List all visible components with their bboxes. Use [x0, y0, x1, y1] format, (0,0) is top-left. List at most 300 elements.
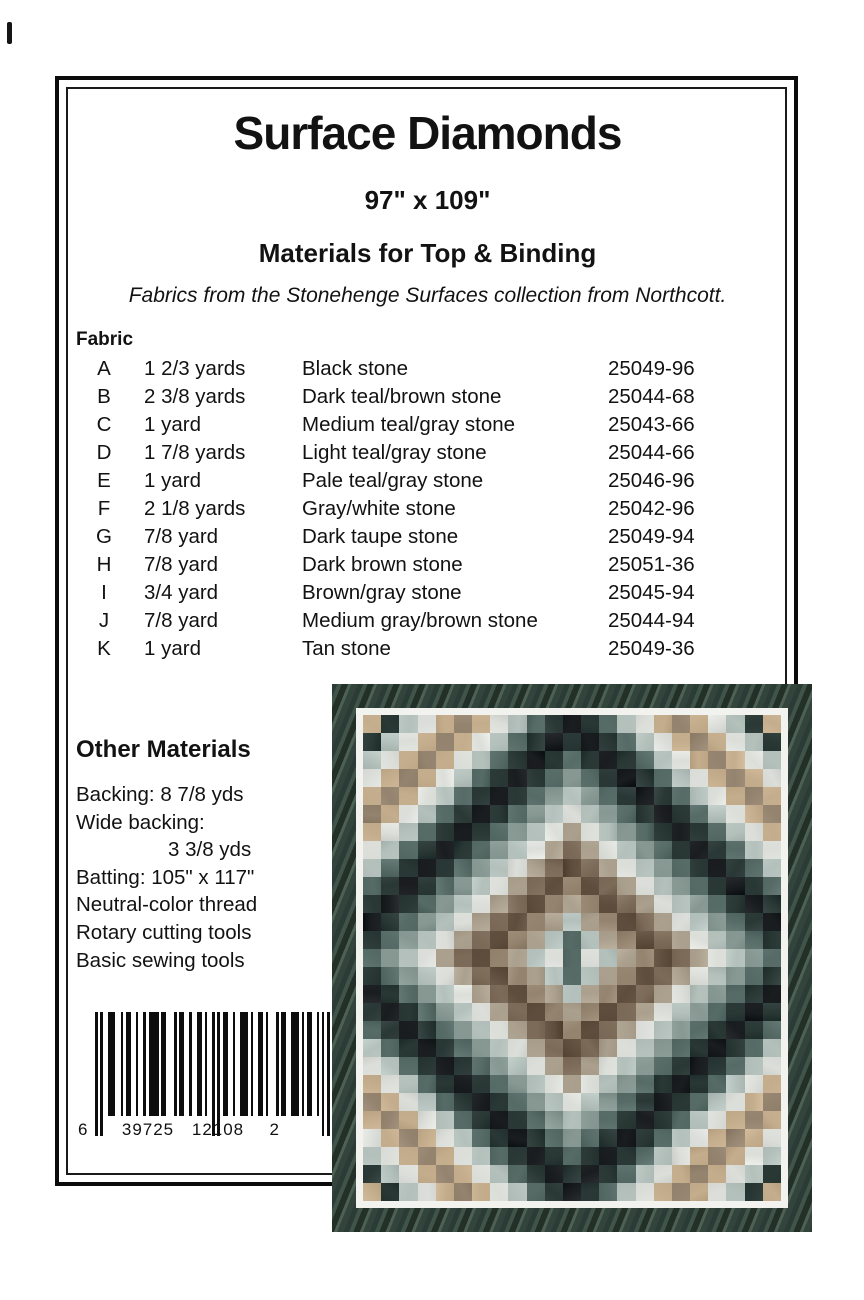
quilt-cell [418, 805, 436, 823]
quilt-cell [581, 931, 599, 949]
quilt-cell [726, 1039, 744, 1057]
quilt-cell [399, 841, 417, 859]
quilt-cell [418, 1003, 436, 1021]
quilt-cell [726, 1093, 744, 1111]
quilt-cell [745, 1111, 763, 1129]
barcode-digit-left: 6 [78, 1120, 88, 1139]
quilt-cell [563, 949, 581, 967]
quilt-cell [472, 877, 490, 895]
barcode-bar [143, 1012, 146, 1116]
quilt-cell [436, 967, 454, 985]
quilt-cell [581, 751, 599, 769]
quilt-cell [617, 877, 635, 895]
quilt-cell [363, 1075, 381, 1093]
quilt-cell [508, 805, 526, 823]
other-material-line: Basic sewing tools [76, 948, 245, 972]
quilt-cell [399, 769, 417, 787]
barcode-bar [322, 1012, 325, 1136]
quilt-cell [527, 769, 545, 787]
barcode-bar [189, 1012, 192, 1116]
quilt-cell [636, 913, 654, 931]
quilt-cell [617, 985, 635, 1003]
quilt-cell [436, 1129, 454, 1147]
quilt-cell [672, 823, 690, 841]
quilt-cell [617, 1039, 635, 1057]
quilt-cell [363, 733, 381, 751]
quilt-cell [454, 1165, 472, 1183]
quilt-cell [636, 805, 654, 823]
barcode-bar [276, 1012, 279, 1116]
quilt-cell [599, 1039, 617, 1057]
quilt-cell [581, 841, 599, 859]
quilt-cell [599, 733, 617, 751]
quilt-cell [636, 859, 654, 877]
quilt-cell [472, 1003, 490, 1021]
barcode-bar [307, 1012, 312, 1116]
other-material-line: Rotary cutting tools [76, 920, 252, 944]
quilt-cell [617, 859, 635, 877]
quilt-cell [745, 859, 763, 877]
quilt-cell [690, 1147, 708, 1165]
quilt-cell [454, 1093, 472, 1111]
quilt-cell [508, 787, 526, 805]
quilt-cell [617, 823, 635, 841]
quilt-cell [527, 931, 545, 949]
other-material-line: Batting: 105" x 117" [76, 865, 255, 889]
fabric-letter: F [97, 497, 111, 520]
quilt-cell [726, 733, 744, 751]
quilt-cell [672, 1075, 690, 1093]
quilt-cell [508, 1183, 526, 1201]
page-title: Surface Diamonds [233, 107, 622, 159]
quilt-cell [690, 751, 708, 769]
quilt-cell [636, 1021, 654, 1039]
quilt-cell [599, 1147, 617, 1165]
quilt-cell [363, 913, 381, 931]
quilt-cell [654, 877, 672, 895]
quilt-cell [454, 733, 472, 751]
quilt-cell [527, 1093, 545, 1111]
fabric-column-label: Fabric [76, 329, 134, 350]
quilt-cell [763, 949, 781, 967]
quilt-cell [545, 1039, 563, 1057]
quilt-cell [399, 1165, 417, 1183]
quilt-cell [472, 1021, 490, 1039]
quilt-cell [363, 841, 381, 859]
quilt-cell [708, 1165, 726, 1183]
quilt-cell [563, 805, 581, 823]
quilt-cell [690, 967, 708, 985]
quilt-cell [726, 967, 744, 985]
quilt-cell [599, 751, 617, 769]
quilt-cell [436, 769, 454, 787]
quilt-cell [563, 769, 581, 787]
quilt-cell [763, 715, 781, 733]
quilt-cell [563, 877, 581, 895]
quilt-cell [708, 1147, 726, 1165]
quilt-cell [617, 967, 635, 985]
quilt-cell [490, 895, 508, 913]
quilt-cell [508, 931, 526, 949]
quilt-grid [363, 715, 781, 1201]
quilt-cell [726, 1129, 744, 1147]
quilt-cell [581, 877, 599, 895]
quilt-cell [763, 823, 781, 841]
quilt-cell [399, 1057, 417, 1075]
quilt-cell [763, 859, 781, 877]
quilt-cell [636, 769, 654, 787]
quilt-cell [617, 895, 635, 913]
quilt-cell [581, 859, 599, 877]
quilt-cell [708, 877, 726, 895]
quilt-cell [726, 769, 744, 787]
quilt-cell [563, 1039, 581, 1057]
quilt-cell [472, 823, 490, 841]
quilt-cell [581, 967, 599, 985]
quilt-cell [527, 805, 545, 823]
quilt-cell [708, 1111, 726, 1129]
quilt-cell [545, 1075, 563, 1093]
quilt-cell [654, 895, 672, 913]
quilt-cell [472, 895, 490, 913]
quilt-cell [636, 931, 654, 949]
fabric-letter: A [97, 357, 111, 380]
quilt-cell [581, 787, 599, 805]
quilt-cell [708, 1003, 726, 1021]
quilt-cell [581, 913, 599, 931]
quilt-cell [381, 1093, 399, 1111]
fabric-letter: D [96, 441, 112, 464]
quilt-cell [708, 1057, 726, 1075]
quilt-cell [454, 805, 472, 823]
quilt-cell [490, 1165, 508, 1183]
quilt-cell [418, 1039, 436, 1057]
fabric-sku: 25049-36 [608, 637, 695, 660]
fabric-name: Medium teal/gray stone [302, 413, 516, 436]
quilt-cell [581, 1039, 599, 1057]
quilt-cell [490, 1003, 508, 1021]
quilt-cell [745, 1003, 763, 1021]
quilt-cell [381, 1057, 399, 1075]
quilt-cell [527, 895, 545, 913]
quilt-cell [599, 787, 617, 805]
quilt-cell [599, 859, 617, 877]
quilt-cell [563, 787, 581, 805]
quilt-cell [381, 949, 399, 967]
quilt-cell [472, 751, 490, 769]
quilt-cell [726, 985, 744, 1003]
quilt-cell [745, 787, 763, 805]
barcode-bar [223, 1012, 228, 1116]
quilt-cell [381, 1039, 399, 1057]
quilt-cell [418, 1165, 436, 1183]
quilt-cell [708, 733, 726, 751]
quilt-cell [745, 931, 763, 949]
quilt-cell [363, 1039, 381, 1057]
quilt-cell [563, 913, 581, 931]
fabric-letter: J [98, 609, 110, 632]
quilt-cell [726, 1075, 744, 1093]
quilt-cell [672, 1057, 690, 1075]
quilt-cell [436, 985, 454, 1003]
quilt-cell [763, 913, 781, 931]
quilt-cell [545, 751, 563, 769]
quilt-cell [599, 1003, 617, 1021]
quilt-cell [527, 877, 545, 895]
quilt-cell [508, 859, 526, 877]
quilt-cell [508, 1111, 526, 1129]
quilt-cell [690, 985, 708, 1003]
quilt-cell [654, 859, 672, 877]
quilt-cell [545, 877, 563, 895]
quilt-cell [690, 1129, 708, 1147]
quilt-cell [508, 733, 526, 751]
quilt-cell [436, 1111, 454, 1129]
quilt-cell [508, 985, 526, 1003]
quilt-cell [399, 949, 417, 967]
quilt-cell [399, 823, 417, 841]
quilt-cell [636, 1147, 654, 1165]
quilt-cell [363, 1111, 381, 1129]
quilt-cell [672, 1165, 690, 1183]
quilt-cell [545, 823, 563, 841]
quilt-cell [745, 1057, 763, 1075]
quilt-cell [418, 931, 436, 949]
quilt-cell [708, 769, 726, 787]
quilt-cell [617, 787, 635, 805]
quilt-cell [581, 1003, 599, 1021]
quilt-cell [381, 1003, 399, 1021]
quilt-cell [363, 1057, 381, 1075]
quilt-cell [399, 931, 417, 949]
other-materials-heading: Other Materials [76, 736, 251, 763]
quilt-cell [545, 1165, 563, 1183]
quilt-cell [454, 1147, 472, 1165]
quilt-cell [545, 1111, 563, 1129]
quilt-cell [708, 1075, 726, 1093]
quilt-cell [436, 1039, 454, 1057]
quilt-cell [490, 1093, 508, 1111]
quilt-cell [399, 877, 417, 895]
quilt-cell [490, 877, 508, 895]
quilt-cell [654, 841, 672, 859]
quilt-cell [490, 787, 508, 805]
quilt-cell [399, 1003, 417, 1021]
quilt-cell [672, 715, 690, 733]
barcode-bar [95, 1012, 98, 1136]
quilt-cell [726, 931, 744, 949]
quilt-cell [381, 913, 399, 931]
quilt-cell [563, 1183, 581, 1201]
quilt-cell [454, 895, 472, 913]
quilt-cell [363, 1003, 381, 1021]
quilt-cell [617, 931, 635, 949]
quilt-cell [599, 967, 617, 985]
quilt-cell [381, 859, 399, 877]
fabric-letter: B [97, 385, 111, 408]
quilt-cell [508, 1057, 526, 1075]
quilt-cell [599, 931, 617, 949]
barcode-bar [174, 1012, 177, 1116]
quilt-cell [490, 1147, 508, 1165]
fabric-sku: 25049-96 [608, 357, 695, 380]
quilt-cell [545, 805, 563, 823]
fabric-row [84, 551, 744, 579]
fabric-name: Gray/white stone [302, 497, 456, 520]
barcode-bar [258, 1012, 263, 1116]
quilt-cell [726, 913, 744, 931]
quilt-cell [599, 1093, 617, 1111]
quilt-cell [708, 1093, 726, 1111]
quilt-cell [399, 859, 417, 877]
quilt-cell [690, 1165, 708, 1183]
quilt-cell [381, 1129, 399, 1147]
fabric-yardage: 7/8 yard [144, 553, 219, 576]
quilt-cell [418, 949, 436, 967]
quilt-cell [599, 949, 617, 967]
quilt-cell [690, 949, 708, 967]
quilt-cell [563, 733, 581, 751]
quilt-cell [508, 877, 526, 895]
quilt-cell [418, 859, 436, 877]
quilt-cell [763, 1183, 781, 1201]
quilt-cell [726, 1165, 744, 1183]
quilt-cell [763, 733, 781, 751]
quilt-cell [527, 1021, 545, 1039]
quilt-cell [745, 733, 763, 751]
quilt-cell [672, 859, 690, 877]
quilt-cell [563, 985, 581, 1003]
quilt-cell [654, 733, 672, 751]
quilt-cell [454, 1021, 472, 1039]
quilt-cell [363, 1129, 381, 1147]
quilt-cell [508, 895, 526, 913]
quilt-cell [472, 1129, 490, 1147]
quilt-cell [472, 967, 490, 985]
quilt-cell [381, 1111, 399, 1129]
quilt-cell [690, 1003, 708, 1021]
quilt-cell [708, 913, 726, 931]
quilt-cell [490, 1111, 508, 1129]
quilt-cell [581, 805, 599, 823]
quilt-cell [545, 1093, 563, 1111]
quilt-cell [454, 1183, 472, 1201]
quilt-cell [690, 1057, 708, 1075]
barcode-bar [281, 1012, 286, 1116]
quilt-cell [490, 1183, 508, 1201]
quilt-cell [363, 1165, 381, 1183]
quilt-cell [690, 1021, 708, 1039]
fabric-sku: 25042-96 [608, 497, 695, 520]
quilt-cell [599, 895, 617, 913]
quilt-cell [472, 985, 490, 1003]
quilt-cell [363, 1021, 381, 1039]
upc-barcode [78, 1012, 279, 1146]
fabric-name: Medium gray/brown stone [302, 609, 538, 632]
fabric-row [84, 355, 744, 383]
quilt-cell [745, 841, 763, 859]
quilt-cell [672, 1129, 690, 1147]
quilt-cell [381, 877, 399, 895]
fabric-name: Black stone [302, 357, 408, 380]
quilt-cell [617, 1111, 635, 1129]
fabric-row [84, 607, 744, 635]
quilt-cell [436, 805, 454, 823]
barcode-group-left: 39725 [121, 1120, 175, 1139]
quilt-cell [581, 769, 599, 787]
quilt-cell [527, 733, 545, 751]
quilt-cell [708, 949, 726, 967]
quilt-cell [381, 805, 399, 823]
quilt-cell [563, 823, 581, 841]
fabric-sku: 25045-94 [608, 581, 695, 604]
quilt-cell [763, 877, 781, 895]
quilt-cell [745, 805, 763, 823]
quilt-cell [672, 895, 690, 913]
other-materials-list [76, 781, 326, 974]
quilt-cell [527, 859, 545, 877]
quilt-cell [745, 715, 763, 733]
quilt-cell [454, 1129, 472, 1147]
quilt-cell [508, 1039, 526, 1057]
quilt-cell [708, 805, 726, 823]
quilt-cell [672, 967, 690, 985]
quilt-cell [690, 787, 708, 805]
quilt-cell [527, 751, 545, 769]
fabric-letter: G [96, 525, 112, 548]
quilt-cell [399, 1147, 417, 1165]
quilt-cell [418, 1021, 436, 1039]
quilt-cell [654, 805, 672, 823]
quilt-cell [472, 1111, 490, 1129]
quilt-cell [454, 931, 472, 949]
quilt-cell [636, 895, 654, 913]
quilt-cell [690, 715, 708, 733]
quilt-cell [617, 1129, 635, 1147]
quilt-cell [454, 967, 472, 985]
quilt-cell [581, 1165, 599, 1183]
fabric-yardage: 7/8 yard [144, 609, 219, 632]
quilt-cell [672, 1039, 690, 1057]
other-material-line: Neutral-color thread [76, 893, 258, 917]
quilt-cell [454, 1057, 472, 1075]
quilt-cell [726, 1111, 744, 1129]
quilt-cell [545, 1057, 563, 1075]
quilt-cell [490, 751, 508, 769]
other-material-line: Backing: 8 7/8 yds [76, 783, 244, 806]
quilt-cell [399, 895, 417, 913]
quilt-cell [418, 967, 436, 985]
scan-artifact [7, 22, 12, 44]
quilt-cell [599, 1129, 617, 1147]
quilt-cell [654, 1003, 672, 1021]
quilt-cell [436, 1003, 454, 1021]
quilt-cell [527, 949, 545, 967]
quilt-cell [399, 1075, 417, 1093]
quilt-cell [508, 967, 526, 985]
quilt-cell [418, 1111, 436, 1129]
quilt-cell [527, 1057, 545, 1075]
quilt-cell [472, 805, 490, 823]
quilt-cell [399, 1093, 417, 1111]
quilt-cell [381, 733, 399, 751]
quilt-cell [745, 1183, 763, 1201]
quilt-cell [636, 841, 654, 859]
quilt-cell [472, 715, 490, 733]
quilt-cell [563, 841, 581, 859]
quilt-cell [672, 751, 690, 769]
barcode-bar [108, 1012, 116, 1116]
